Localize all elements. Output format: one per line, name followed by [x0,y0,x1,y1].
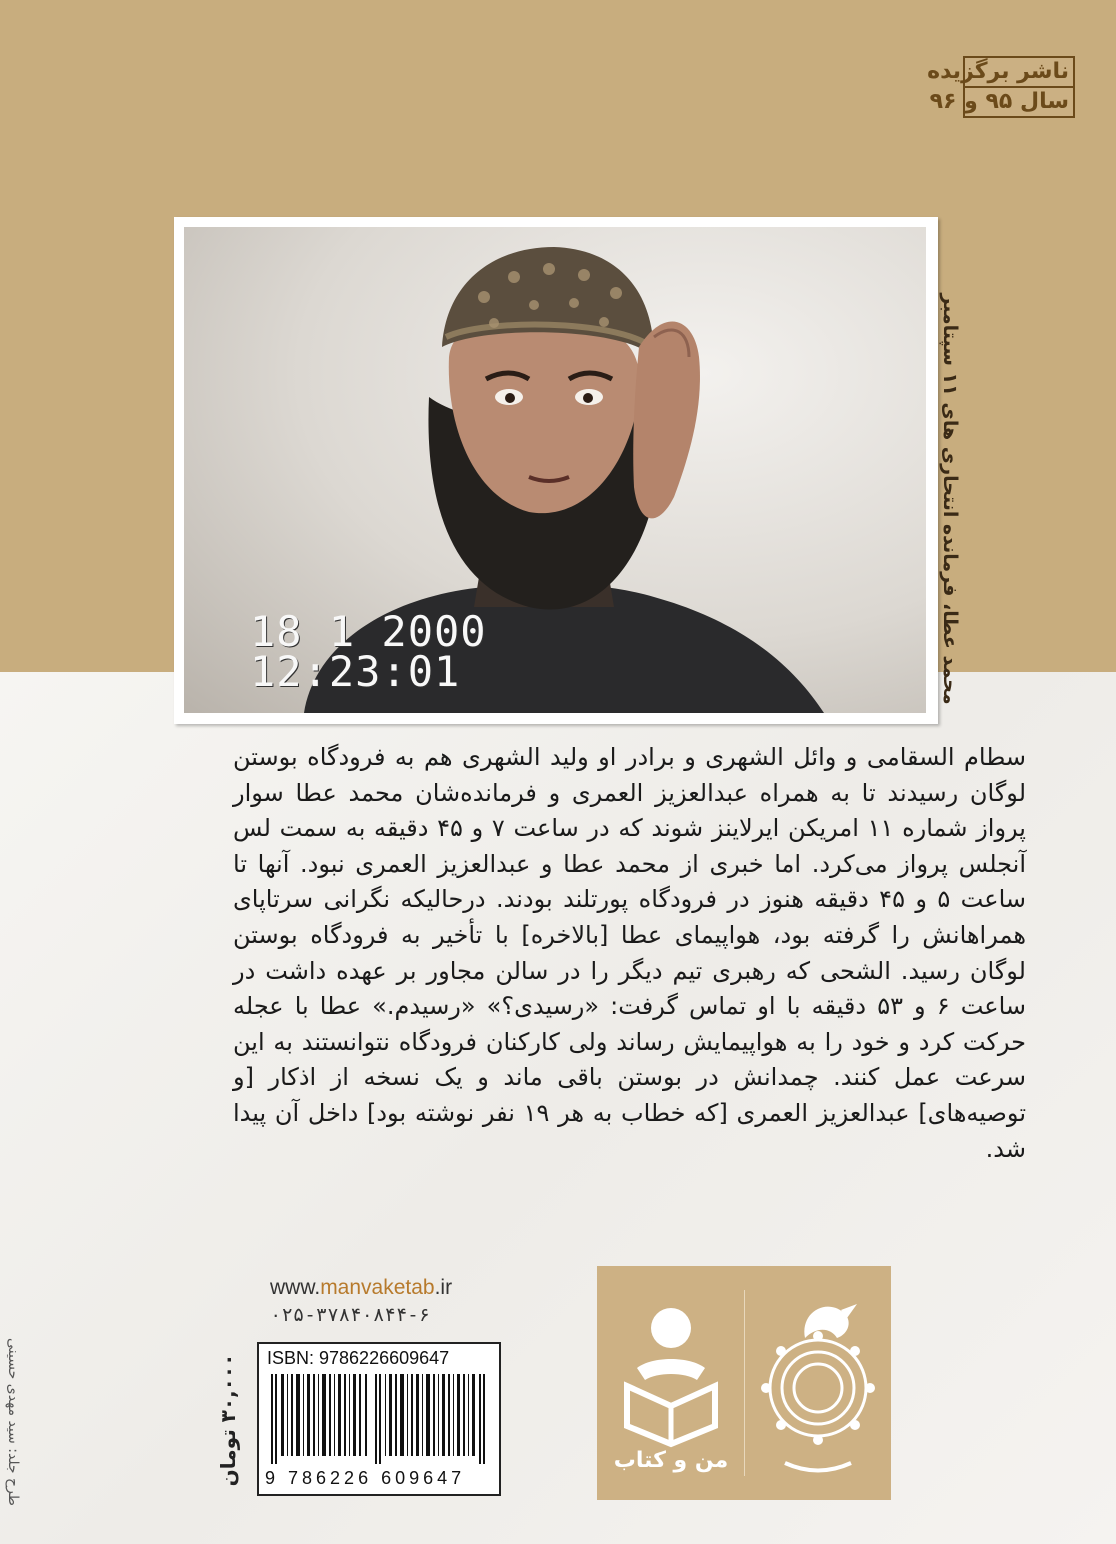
portrait-photo [184,227,926,713]
price-text: ۳۰,۰۰۰ تومان [216,1353,240,1487]
badge-line-1: ناشر برگزیده [963,56,1075,88]
cover-design-credit [0,1300,26,1544]
video-date-stamp: 18 1 2000 [250,607,487,656]
brand-name: من و کتاب [613,1448,729,1473]
caption-text: محمد عطا، فرمانده انتحاری های ۱۱ سپتامبر [939,293,961,705]
credit-text: طرح جلد: سید مهدی حسینی [5,1338,21,1506]
photo-caption [930,293,970,705]
award-badge [927,56,1075,118]
barcode-bars [261,1374,497,1464]
isbn-label: ISBN: 9786226609647 [267,1348,450,1368]
video-time-stamp: 12:23:01 [250,647,461,696]
publisher-phone: ۰۲۵-۳۷۸۴۰۸۴۴-۶ [270,1304,431,1326]
isbn-digits: 9 786226 609647 [265,1468,466,1488]
blurb-paragraph: سطام السقامی و وائل الشهری و برادر او ولید الشهری هم به فرودگاه بوستن لوگان رسیدند تا به همراه عبدالعزیز العمری و فرمانده‌شان محمد عطا سوار پرواز شماره ۱۱ امریکن ایرلاینز شوند که در ساعت ۷ و ۴۵ دقیقه به سمت لس آنجلس پرواز می‌کرد. اما خبری از محمد عطا و عبدالعزیز العمری نبود. آنها تا ساعت ۵ و ۴۵ دقیقه هنوز در فرودگاه پورتلند بودند. درحالیکه نگرانی سرتاپای همراهانش را گرفته بود، هواپیمای عطا [بالاخره] با تأخیر به فرودگاه بوستن لوگان رسید. الشحی که رهبری تیم دیگر را در سالن مجاور بر عهده داشت در ساعت ۶ و ۵۳ دقیقه با او تماس گرفت: «رسیدی؟» «رسیدم.» عطا با عجله حرکت کرد و خود را به هواپیمایش رساند ولی کارکنان فرودگاه نتوانستند به این سرعت عمل کنند. چمدانش در بوستن باقی ماند و یک نسخه از اذکار [و توصیه‌های] عبدالعزیز العمری [که خطاب به هر ۱۹ نفر نوشته بود] داخل آن پیدا شد. [233,743,1026,1163]
publisher-logo-box [597,1266,891,1500]
man-va-ketab-logo-icon [597,1276,745,1456]
price-label [208,1340,248,1500]
publisher-website: www.manvaketab.ir [270,1276,453,1299]
ornament-bird-logo-icon [745,1278,891,1488]
isbn-barcode [257,1342,501,1496]
badge-line-2: سال ۹۵ و ۹۶ [963,88,1075,118]
photo-frame [174,217,938,724]
